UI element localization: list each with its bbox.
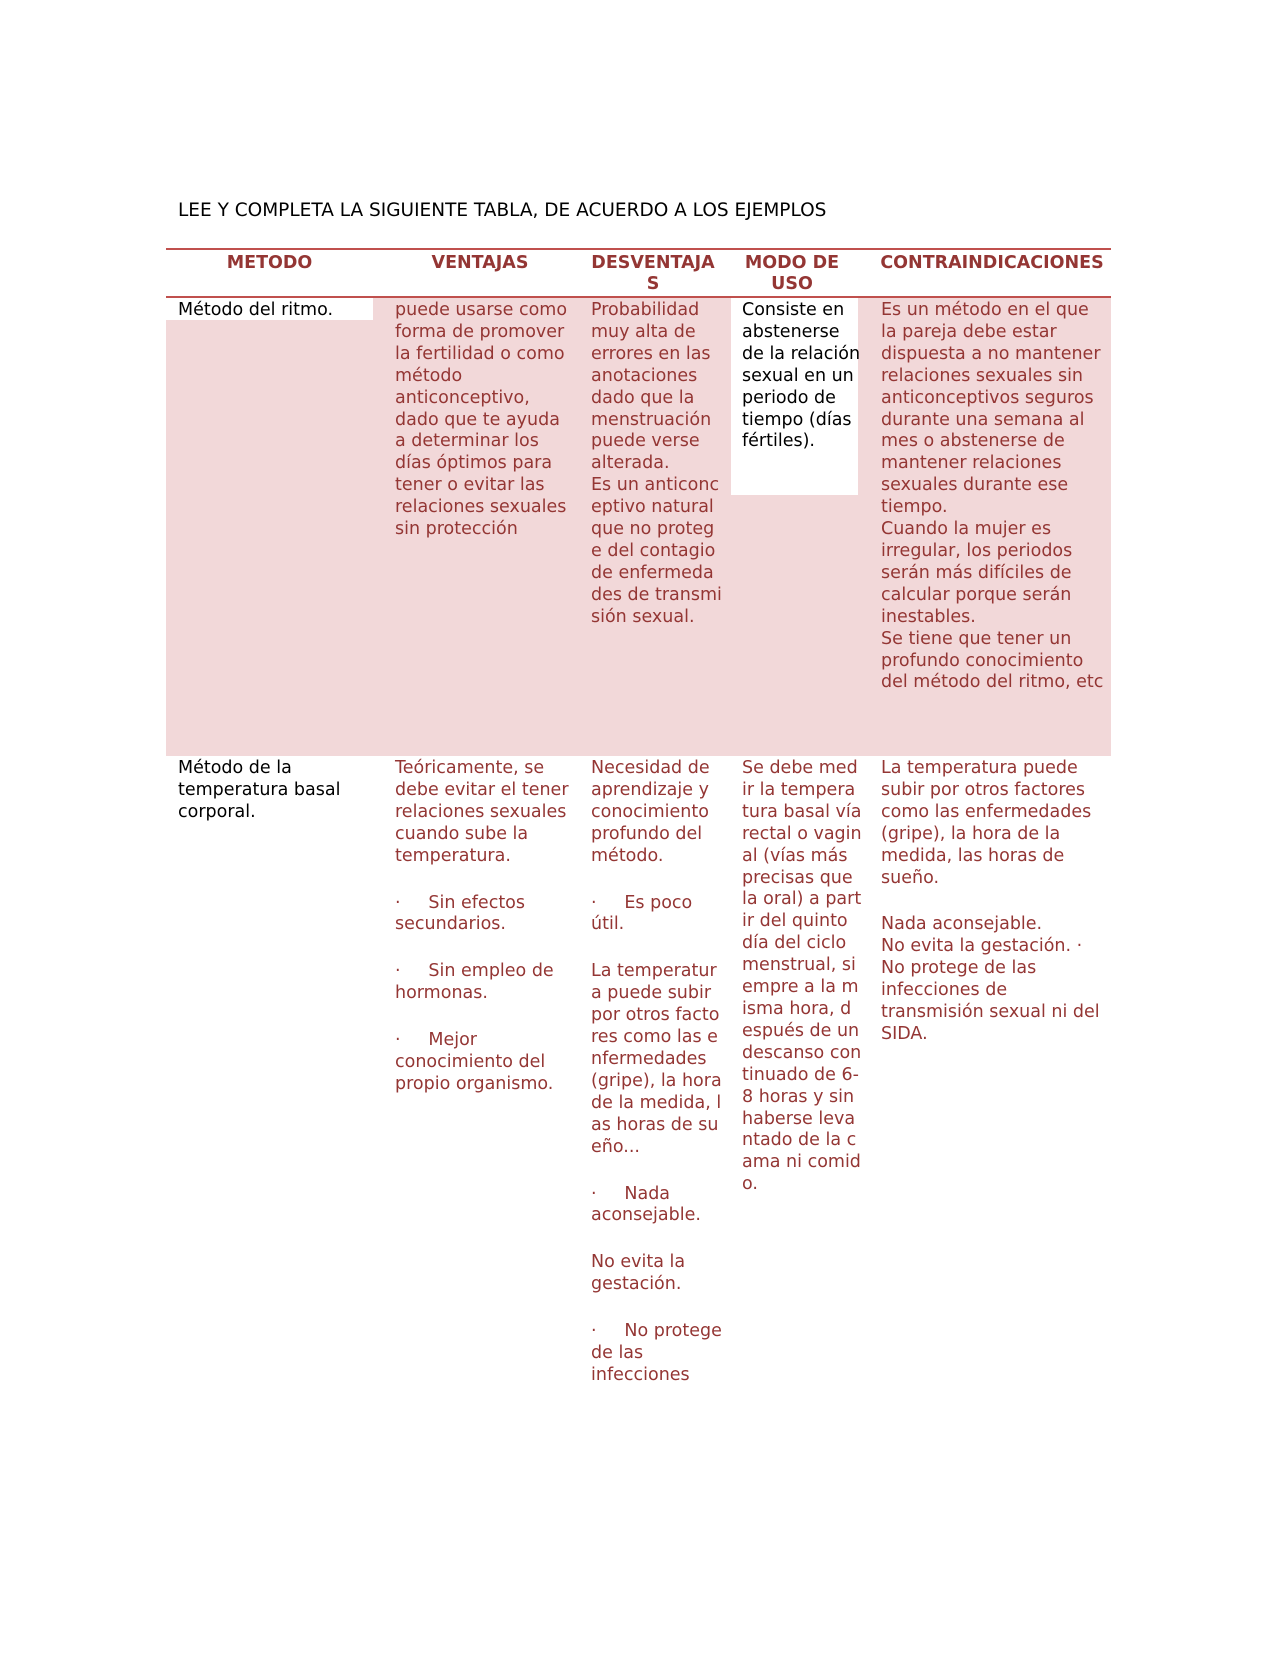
cell-text: La temperatura puede subir por otros factores como las enfermedades (gripe), la hora de la medida, las horas de sueño.: [881, 758, 1092, 888]
cell-text: Se tiene que tener un profundo conocimiento del método del ritmo, etc: [881, 628, 1104, 693]
table-row: [166, 756, 1111, 1486]
cell-text: No protege de las infecciones de transmisión sexual ni del SIDA.: [881, 958, 1100, 1044]
bullet-item: · Nada aconsejable.: [591, 1183, 701, 1226]
methods-table: [166, 248, 1111, 1486]
bullet-item: · Sin efectos secundarios.: [395, 892, 531, 935]
header-metodo: METODO: [226, 253, 313, 273]
cell-contraindicaciones: [881, 758, 1109, 1046]
cell-text: La temperatura puede subir por otros factores como las enfermedades (gripe), la hora de la medida, las horas de sueño...: [591, 961, 722, 1157]
cell-text: Nada aconsejable.: [881, 914, 1043, 935]
cell-text: Consiste en abstenerse de la relación sexual en un periodo de tiempo (días fértiles).: [742, 300, 861, 452]
cell-text: Es un método en el que la pareja debe estar dispuesta a no mantener relaciones sexuales sin anticonceptivos seguros durante una semana al mes o abstenerse de mantener relaciones sexuales durante ese tiempo.: [881, 300, 1101, 518]
cell-text: Se debe medir la temperatura basal vía rectal o vaginal (vías más precisas que la oral) a partir del quinto día del ciclo menstrual, siempre a la misma hora, después de un descanso continuado de 6-8 horas y sin haberse levantado de la cama ni comido.: [742, 758, 862, 1195]
header-ventajas: VENTAJAS: [431, 253, 529, 273]
bullet-item: · Mejor conocimiento del propio organismo.: [395, 1030, 554, 1094]
cell-text: Es un anticonceptivo natural que no protege del contagio de enfermedades de transmisión sexual.: [591, 475, 722, 627]
cell-text: Probabilidad muy alta de errores en las anotaciones dado que la menstruación puede verse alterada.: [591, 300, 712, 474]
cell-ventajas: [395, 300, 570, 541]
cell-text: Cuando la mujer es irregular, los periodos serán más difíciles de calcular porque serán inestables.: [881, 519, 1073, 627]
bullet-item: · No protege de las infecciones: [591, 1321, 728, 1385]
header-desventajas: DESVENTAJAS: [591, 253, 715, 294]
cell-text: No evita la gestación.: [591, 1252, 686, 1295]
cell-ventajas: [395, 758, 570, 1096]
header-modo-de-uso: MODO DE USO: [744, 253, 840, 294]
cell-metodo: Método del ritmo.: [178, 300, 334, 320]
bullet-item: · Sin empleo de hormonas.: [395, 961, 560, 1004]
page-title: LEE Y COMPLETA LA SIGUIENTE TABLA, DE ACUERDO A LOS EJEMPLOS: [178, 200, 827, 221]
cell-modo-de-uso: [742, 300, 862, 453]
table-header: [166, 250, 1111, 298]
cell-metodo: Método de la temperatura basal corporal.: [178, 758, 341, 822]
cell-text: Necesidad de aprendizaje y conocimiento profundo del método.: [591, 758, 710, 866]
cell-text: No evita la gestación. ·: [881, 936, 1083, 957]
bullet-item: · Es poco útil.: [591, 892, 698, 935]
table-row: [166, 298, 1111, 756]
cell-text: puede usarse como forma de promover la fertilidad o como método anticonceptivo, dado que te ayuda a determinar los días óptimos para tener o evitar las relaciones sexuales sin protección: [395, 300, 568, 540]
cell-contraindicaciones: [881, 300, 1109, 694]
cell-modo-de-uso: [742, 758, 862, 1196]
cell-desventajas: [591, 300, 723, 629]
header-contraindicaciones: CONTRAINDICACIONES: [880, 253, 1104, 273]
cell-text: Teóricamente, se debe evitar el tener relaciones sexuales cuando sube la temperatura.: [395, 758, 569, 866]
cell-desventajas: [591, 758, 728, 1387]
